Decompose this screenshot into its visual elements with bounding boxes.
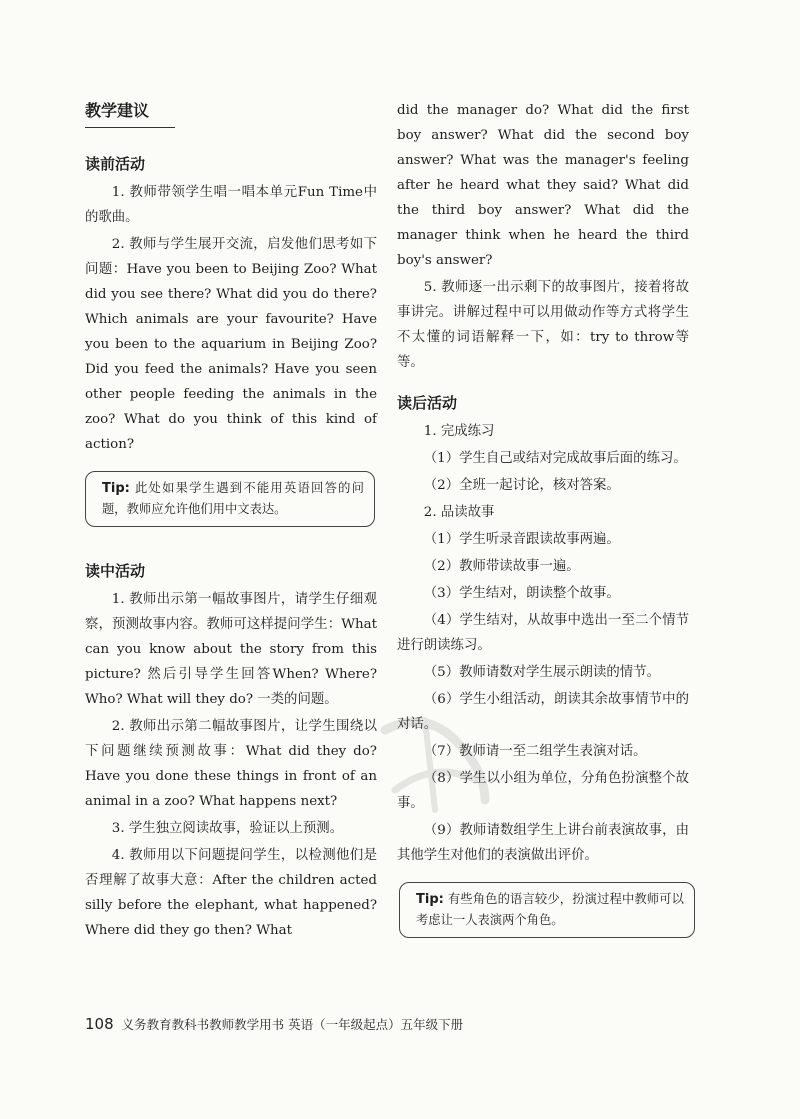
watermark-brush-icon [365, 700, 505, 830]
page-heading: 教学建议 [85, 98, 175, 128]
post-item: （1）学生自己或结对完成故事后面的练习。 [423, 451, 687, 466]
while-item-3: 3. 学生独立阅读故事，验证以上预测。 [111, 821, 344, 836]
page-footer [85, 1015, 463, 1033]
post-item: （7）教师请一至二组学生表演对话。 [423, 744, 647, 759]
post-item: （4）学生结对，从故事中选出一至二个情节进行朗读练习。 [397, 613, 689, 653]
tip-label: Tip: [102, 481, 130, 496]
pre-item-2: 2. 教师与学生展开交流，启发他们思考如下问题：Have you been to Beijing Zoo? What did you see there? What did you do there? Which animals are your favourite? Have you been to the aquarium in Beijing Zoo? Did you feed the animals? Have you seen other people feeding the animals in the zoo? What do you think of this kind of action? [85, 237, 377, 452]
book-title: 义务教育教科书教师教学用书 英语（一年级起点）五年级下册 [121, 1017, 464, 1032]
post-item: （6）学生小组活动，朗读其余故事情节中的对话。 [397, 692, 689, 732]
left-column [85, 98, 377, 945]
post-item: （2）教师带读故事一遍。 [423, 559, 580, 574]
while-item-1: 1. 教师出示第一幅故事图片，请学生仔细观察，预测故事内容。教师可这样提问学生：What can you know about the story from this picture? 然后引导学生回答When? Where? Who? What will they do? 一类的问题。 [85, 592, 377, 707]
post-item: 1. 完成练习 [423, 424, 495, 439]
post-reading-title: 读后活动 [397, 394, 458, 412]
tip-box-1 [85, 471, 375, 527]
tip-text: 有些角色的语言较少，扮演过程中教师可以考虑让一人表演两个角色。 [416, 892, 684, 927]
continued-text: did the manager do? What did the first boy answer? What did the second boy answer? What was the manager's feeling after he heard what they said? What did the third boy answer? What did the manager think when he heard the third boy's answer? [397, 103, 689, 268]
tip-text: 此处如果学生遇到不能用英语回答的问题，教师应允许他们用中文表达。 [102, 481, 364, 516]
while-item-5: 5. 教师逐一出示剩下的故事图片，接着将故事讲完。讲解过程中可以用做动作等方式将学生不太懂的词语解释一下，如：try to throw等等。 [397, 280, 689, 370]
while-reading-title: 读中活动 [85, 562, 146, 580]
post-item: （5）教师请数对学生展示朗读的情节。 [423, 665, 660, 680]
tip-label: Tip: [416, 892, 444, 907]
while-item-2: 2. 教师出示第二幅故事图片，让学生围绕以下问题继续预测故事：What did they do? Have you done these things in front of an animal in a zoo? What happens next? [85, 719, 377, 809]
tip-box-2 [399, 882, 695, 938]
post-item: （1）学生听录音跟读故事两遍。 [423, 532, 620, 547]
while-item-4: 4. 教师用以下问题提问学生，以检测他们是否理解了故事大意：After the children acted silly before the elephant, what happened? Where did they go then? What [85, 848, 377, 938]
post-item: （3）学生结对，朗读整个故事。 [423, 586, 620, 601]
pre-item-1: 1. 教师带领学生唱一唱本单元Fun Time中的歌曲。 [85, 185, 377, 225]
post-item: （9）教师请数组学生上讲台前表演故事，由其他学生对他们的表演做出评价。 [397, 823, 689, 863]
post-item: （8）学生以小组为单位，分角色扮演整个故事。 [397, 771, 689, 811]
page-number: 108 [85, 1015, 114, 1033]
post-item: （2）全班一起讨论，核对答案。 [423, 478, 620, 493]
post-item: 2. 品读故事 [423, 505, 495, 520]
pre-reading-title: 读前活动 [85, 155, 146, 173]
